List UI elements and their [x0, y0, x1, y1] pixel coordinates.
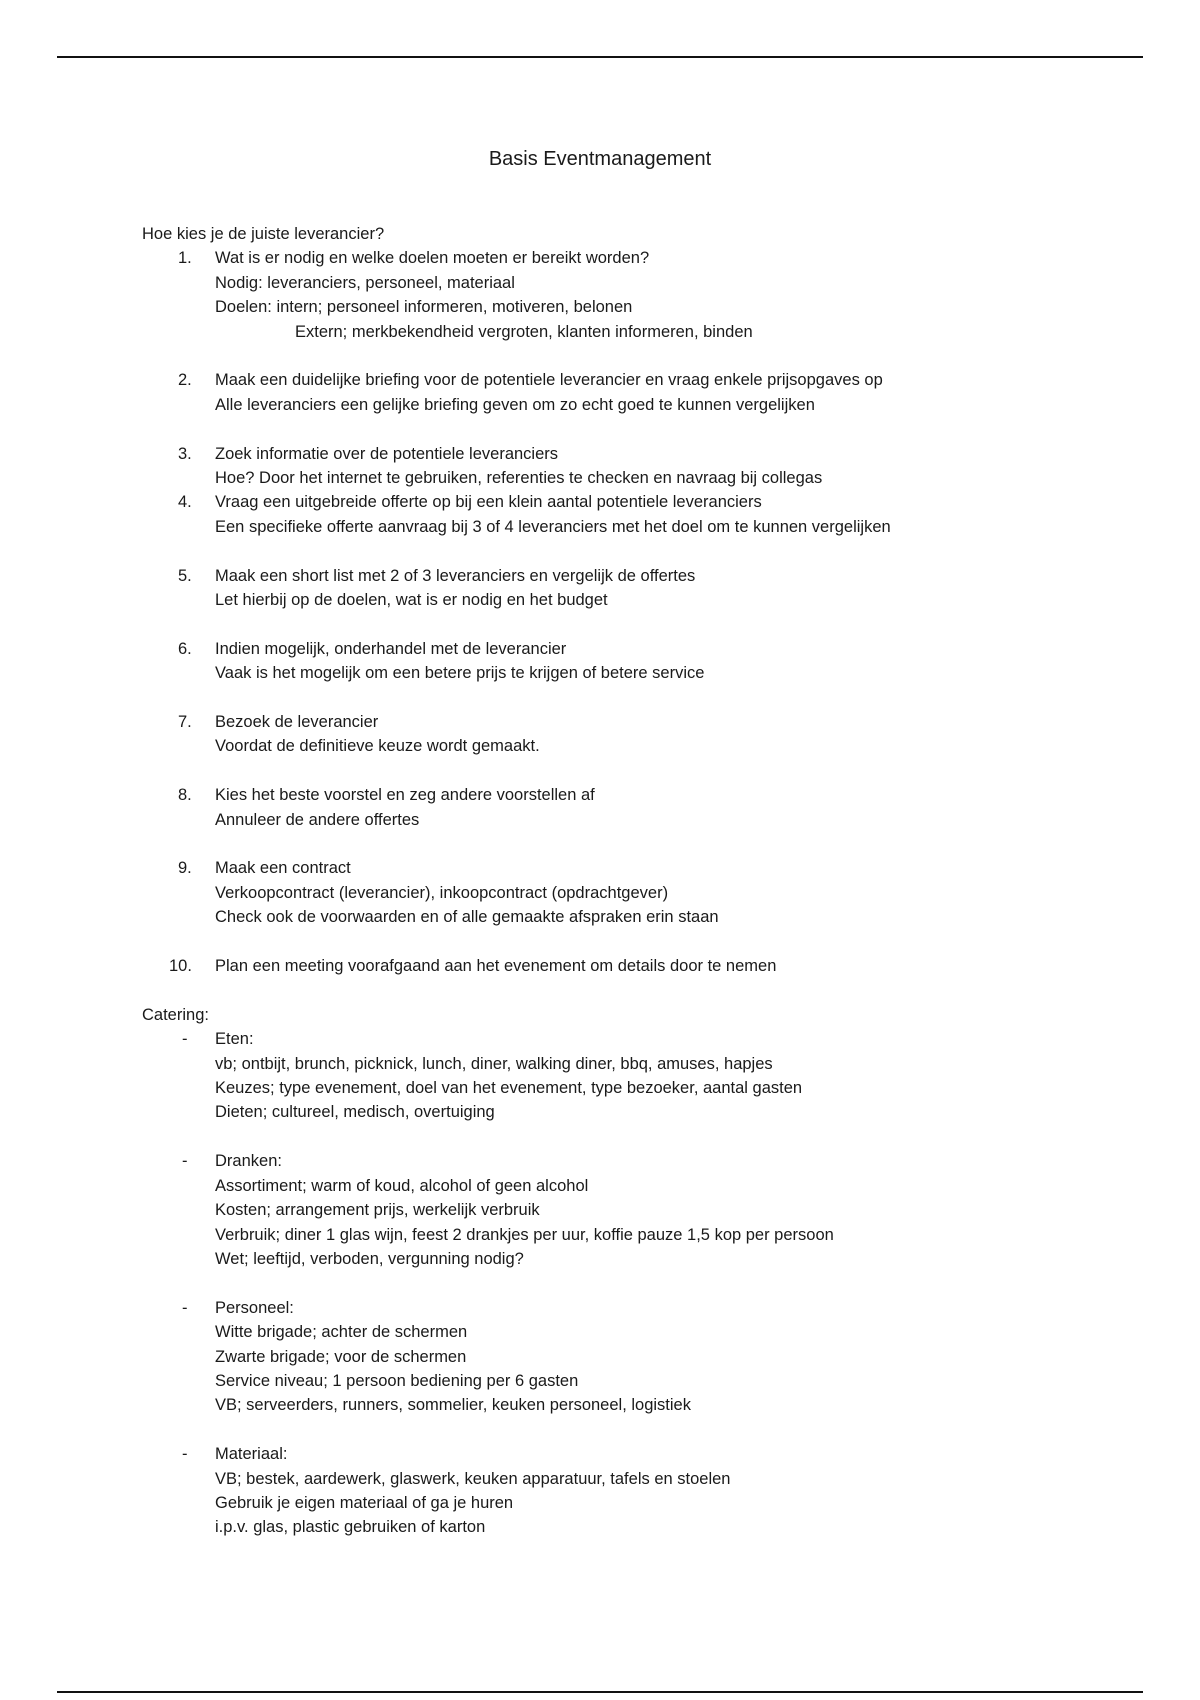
item-line: Doelen: intern; personeel informeren, motiveren, belonen: [215, 298, 633, 317]
item-line: Een specifieke offerte aanvraag bij 3 of 4 leveranciers met het doel om te kunnen vergelijken: [215, 517, 891, 536]
item-line: Vaak is het mogelijk om een betere prijs te krijgen of betere service: [215, 664, 705, 683]
list-number: 6.: [178, 639, 192, 658]
item-line: Keuzes; type evenement, doel van het evenement, type bezoeker, aantal gasten: [215, 1079, 803, 1098]
item-line: Let hierbij op de doelen, wat is er nodig en het budget: [215, 591, 608, 610]
section-heading-catering: Catering:: [142, 1005, 209, 1024]
list-item: [142, 490, 1142, 539]
item-line: Nodig: leveranciers, personeel, materiaal: [215, 273, 515, 292]
item-line: Materiaal:: [215, 1445, 288, 1464]
list-number: 5.: [178, 566, 192, 585]
top-rule: [57, 56, 1143, 58]
list-number: 7.: [178, 713, 192, 732]
item-line: Dranken:: [215, 1152, 282, 1171]
item-line: Zwarte brigade; voor de schermen: [215, 1347, 467, 1366]
list-number: 3.: [178, 444, 192, 463]
item-line: Maak een short list met 2 of 3 leveranciers en vergelijk de offertes: [215, 566, 696, 585]
list-bullet: -: [182, 1298, 188, 1317]
page-title: Basis Eventmanagement: [488, 148, 712, 170]
list-item: [142, 564, 1142, 613]
list-number: 1.: [178, 249, 192, 268]
list-bullet: -: [182, 1030, 188, 1049]
document-body: [142, 222, 1142, 1540]
item-line: Personeel:: [215, 1298, 294, 1317]
section-heading-leverancier: Hoe kies je de juiste leverancier?: [142, 225, 385, 243]
list-item: [142, 637, 1142, 686]
item-line: Kies het beste voorstel en zeg andere voorstellen af: [215, 786, 595, 805]
item-line: i.p.v. glas, plastic gebruiken of karton: [215, 1518, 486, 1537]
list-number: 9.: [178, 859, 192, 878]
item-line: Eten:: [215, 1030, 254, 1049]
list-item: [142, 1149, 1142, 1271]
list-number: 8.: [178, 786, 192, 805]
list-item: [142, 368, 1142, 417]
list-item: [142, 1027, 1142, 1125]
item-line: Kosten; arrangement prijs, werkelijk verbruik: [215, 1201, 540, 1220]
item-line: Wet; leeftijd, verboden, vergunning nodig?: [215, 1249, 524, 1268]
list-item: [142, 783, 1142, 832]
item-line: Dieten; cultureel, medisch, overtuiging: [215, 1103, 495, 1122]
item-line: vb; ontbijt, brunch, picknick, lunch, diner, walking diner, bbq, amuses, hapjes: [215, 1054, 773, 1073]
list-item: [142, 1442, 1142, 1540]
list-item: [142, 442, 1142, 491]
item-line: Vraag een uitgebreide offerte op bij een klein aantal potentiele leveranciers: [215, 493, 762, 512]
list-item: [142, 954, 1142, 978]
item-line: Wat is er nodig en welke doelen moeten er bereikt worden?: [215, 249, 650, 268]
item-line: Witte brigade; achter de schermen: [215, 1323, 468, 1342]
item-line: Gebruik je eigen materiaal of ga je huren: [215, 1493, 514, 1512]
item-line: Bezoek de leverancier: [215, 713, 379, 732]
item-line: Extern; merkbekendheid vergroten, klanten informeren, binden: [295, 322, 753, 341]
list-bullet: -: [182, 1445, 188, 1464]
item-line: Maak een duidelijke briefing voor de potentiele leverancier en vraag enkele prijsopgaves op: [215, 371, 883, 390]
item-line: Indien mogelijk, onderhandel met de leverancier: [215, 639, 567, 658]
item-line: Hoe? Door het internet te gebruiken, referenties te checken en navraag bij collegas: [215, 469, 823, 488]
list-item: [142, 246, 1142, 344]
bottom-rule: [57, 1691, 1143, 1693]
item-line: Alle leveranciers een gelijke briefing geven om zo echt goed te kunnen vergelijken: [215, 395, 815, 414]
item-line: Annuleer de andere offertes: [215, 810, 420, 829]
item-line: Maak een contract: [215, 859, 351, 878]
list-number: 10.: [169, 957, 192, 976]
item-line: Check ook de voorwaarden en of alle gemaakte afspraken erin staan: [215, 908, 719, 927]
item-line: Verkoopcontract (leverancier), inkoopcontract (opdrachtgever): [215, 883, 669, 902]
list-item: [142, 856, 1142, 929]
list-bullet: -: [182, 1152, 188, 1171]
item-line: VB; bestek, aardewerk, glaswerk, keuken apparatuur, tafels en stoelen: [215, 1469, 731, 1488]
item-line: Service niveau; 1 persoon bediening per 6 gasten: [215, 1371, 579, 1390]
list-item: [142, 710, 1142, 759]
item-line: Assortiment; warm of koud, alcohol of geen alcohol: [215, 1176, 589, 1195]
item-line: VB; serveerders, runners, sommelier, keuken personeel, logistiek: [215, 1396, 691, 1415]
item-line: Voordat de definitieve keuze wordt gemaakt.: [215, 737, 540, 756]
list-number: 4.: [178, 493, 192, 512]
list-item: [142, 1296, 1142, 1418]
item-line: Zoek informatie over de potentiele leveranciers: [215, 444, 559, 463]
item-line: Verbruik; diner 1 glas wijn, feest 2 drankjes per uur, koffie pauze 1,5 kop per persoon: [215, 1225, 834, 1244]
list-number: 2.: [178, 371, 192, 390]
item-line: Plan een meeting voorafgaand aan het evenement om details door te nemen: [215, 957, 777, 976]
